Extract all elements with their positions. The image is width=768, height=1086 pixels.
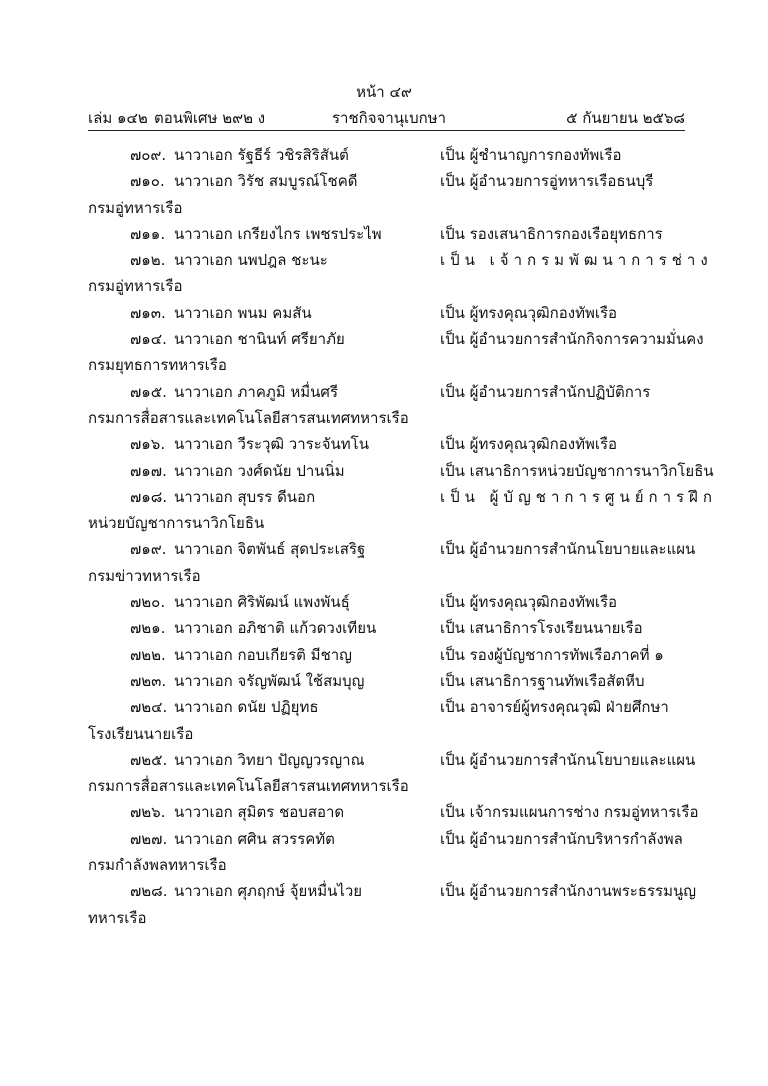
appointment-entry	[88, 589, 685, 615]
appointment-list	[88, 142, 717, 931]
entry-number: ๗๑๗.	[130, 461, 167, 480]
appointment-entry	[88, 247, 713, 300]
appointed-position: เป็น ผู้ชำนาญการกองทัพเรือ	[440, 146, 622, 164]
entry-line	[88, 826, 685, 852]
entry-number: ๗๑๙.	[130, 540, 167, 559]
appointed-position: เป็น ผู้ทรงคุณวุฒิกองทัพเรือ	[440, 435, 618, 454]
appointed-position: เป็น เจ้ากรมแผนการช่าง กรมอู่ทหารเรือ	[440, 803, 699, 822]
appointed-position: เป็น ผู้ทรงคุณวุฒิกองทัพเรือ	[440, 303, 618, 322]
entry-line	[88, 142, 685, 168]
position-continuation: กรมอู่ทหารเรือ	[88, 277, 183, 296]
entry-line	[88, 300, 685, 326]
officer-name: นาวาเอก วงศ์ดนัย ปานนิ่ม	[174, 461, 345, 480]
entry-line	[88, 642, 685, 668]
appointment-entry	[88, 642, 685, 668]
entry-line	[88, 589, 685, 615]
officer-name: นาวาเอก สุมิตร ชอบสอาด	[174, 803, 345, 822]
issue-date: ๕ กันยายน ๒๕๖๘	[566, 109, 685, 127]
position-continuation: กรมการสื่อสารและเทคโนโลยีสารสนเทศทหารเรือ	[88, 777, 409, 796]
appointment-entry	[88, 826, 685, 879]
entry-number: ๗๑๕.	[130, 382, 167, 401]
appointed-position: เป็น เสนาธิการฐานทัพเรือสัตหีบ	[440, 671, 645, 690]
appointed-position: เป็น ผู้ทรงคุณวุฒิกองทัพเรือ	[440, 593, 618, 612]
position-continuation: กรมอู่ทหารเรือ	[88, 198, 183, 217]
position-continuation: กรมการสื่อสารและเทคโนโลยีสารสนเทศทหารเรือ	[88, 408, 409, 427]
appointed-position: เป็น ผู้อำนวยการสำนักบริหารกำลังพล	[440, 829, 683, 848]
appointed-position: เป็น ผู้อำนวยการสำนักกิจการความมั่นคง	[440, 330, 704, 349]
entry-line	[88, 615, 685, 641]
entry-number: ๗๒๗.	[130, 829, 168, 848]
appointment-entry	[88, 694, 685, 747]
appointment-entry	[88, 300, 685, 326]
appointed-position: เป็น รองผู้บัญชาการทัพเรือภาคที่ ๑	[440, 645, 664, 664]
entry-line	[88, 221, 685, 247]
officer-name: นาวาเอก นพปฎล ชะนะ	[174, 251, 328, 270]
entry-number: ๗๑๖.	[130, 435, 166, 454]
appointment-entry	[88, 484, 717, 537]
officer-name: นาวาเอก วีระวุฒิ วาระจันทโน	[174, 435, 369, 454]
appointed-position: เป็น ผู้อำนวยการอู่ทหารเรือธนบุรี	[440, 172, 654, 191]
entry-number: ๗๑๓.	[130, 303, 166, 322]
entry-number: ๗๑๒.	[130, 251, 166, 270]
officer-name: นาวาเอก ภาคภูมิ หมื่นศรี	[174, 382, 339, 401]
entry-line	[88, 747, 696, 773]
entry-line	[88, 247, 713, 273]
officer-name: นาวาเอก ศิริพัฒน์ แพงพันธุ์	[174, 593, 350, 612]
appointment-entry	[88, 799, 699, 825]
entry-line	[88, 799, 699, 825]
appointed-position: เป็น เสนาธิการหน่วยบัญชาการนาวิกโยธิน	[440, 461, 714, 480]
entry-line	[88, 379, 685, 405]
appointed-position: เป็น ผู้อำนวยการสำนักนโยบายและแผน	[440, 750, 696, 769]
officer-name: นาวาเอก ดนัย ปฏิยุทธ	[174, 698, 319, 717]
appointment-entry	[88, 878, 697, 931]
officer-name: นาวาเอก อภิชาติ แก้วดวงเทียน	[174, 619, 377, 638]
appointment-entry	[88, 458, 714, 484]
appointment-entry	[88, 668, 685, 694]
position-continuation: หน่วยบัญชาการนาวิกโยธิน	[88, 514, 265, 533]
entry-line	[88, 458, 714, 484]
gazette-header	[88, 106, 685, 128]
officer-name: นาวาเอก ศศิน สวรรคทัต	[174, 829, 335, 848]
appointed-position: เป็น ผู้อำนวยการสำนักนโยบายและแผน	[440, 540, 696, 559]
entry-number: ๗๒๔.	[130, 698, 168, 717]
appointment-entry	[88, 142, 685, 168]
entry-number: ๗๒๐.	[130, 593, 166, 612]
entry-line	[88, 168, 685, 194]
position-continuation: กรมกำลังพลทหารเรือ	[88, 856, 227, 875]
entry-number: ๗๒๒.	[130, 645, 166, 664]
officer-name: นาวาเอก วิรัช สมบูรณ์โชคดี	[174, 172, 358, 191]
appointment-entry	[88, 326, 704, 379]
entry-number: ๗๑๑.	[130, 224, 166, 243]
position-continuation: โรงเรียนนายเรือ	[88, 724, 194, 743]
appointed-position: เป็น ผู้อำนวยการสำนักงานพระธรรมนูญ	[440, 882, 697, 901]
officer-name: นาวาเอก กอบเกียรติ มีชาญ	[174, 645, 352, 664]
entry-line	[88, 668, 685, 694]
appointed-position: เป็น อาจารย์ผู้ทรงคุณวุฒิ ฝ่ายศึกษา	[440, 698, 669, 717]
entry-line	[88, 326, 704, 352]
header-rule	[88, 130, 685, 131]
entry-number: ๗๒๑.	[130, 619, 166, 638]
officer-name: นาวาเอก เกรียงไกร เพชรประไพ	[174, 224, 382, 243]
page-number: หน้า ๔๙	[356, 83, 412, 101]
officer-name: นาวาเอก ชานินท์ ศรียาภัย	[174, 330, 345, 349]
appointed-position: เป็น ผู้บัญชาการศูนย์การฝึก	[440, 487, 717, 506]
appointment-entry	[88, 615, 685, 641]
entry-line	[88, 484, 717, 510]
entry-number: ๗๒๘.	[130, 882, 168, 901]
appointment-entry	[88, 168, 685, 221]
officer-name: นาวาเอก จรัญพัฒน์ ใช้สมบุญ	[174, 671, 365, 690]
entry-line	[88, 431, 685, 457]
entry-number: ๗๒๓.	[130, 671, 167, 690]
entry-number: ๗๒๖.	[130, 803, 166, 822]
entry-line	[88, 536, 696, 562]
entry-line	[88, 694, 685, 720]
entry-line	[88, 878, 697, 904]
appointment-entry	[88, 221, 685, 247]
entry-number: ๗๐๙.	[130, 146, 167, 164]
entry-number: ๗๑๐.	[130, 172, 165, 191]
position-continuation: กรมยุทธการทหารเรือ	[88, 356, 227, 375]
volume-number: เล่ม ๑๔๒	[88, 109, 148, 127]
officer-name: นาวาเอก ศุภฤกษ์ จุ้ยหมื่นไวย	[174, 882, 363, 901]
entry-number: ๗๑๔.	[130, 330, 167, 349]
entry-number: ๗๒๕.	[130, 750, 168, 769]
appointment-entry	[88, 431, 685, 457]
appointed-position: เป็น เสนาธิการโรงเรียนนายเรือ	[440, 619, 643, 638]
special-issue-number: ตอนพิเศษ ๒๙๒ ง	[154, 109, 266, 127]
officer-name: นาวาเอก จิตพันธ์ สุดประเสริฐ	[174, 540, 366, 559]
appointment-entry	[88, 536, 696, 589]
position-continuation: กรมข่าวทหารเรือ	[88, 566, 201, 585]
appointed-position: เป็น เจ้ากรมพัฒนาการช่าง	[440, 251, 713, 270]
appointed-position: เป็น ผู้อำนวยการสำนักปฏิบัติการ	[440, 382, 651, 401]
appointment-entry	[88, 379, 685, 432]
officer-name: นาวาเอก วิทยา ปัญญวรญาณ	[174, 750, 365, 769]
entry-number: ๗๑๘.	[130, 487, 168, 506]
officer-name: นาวาเอก พนม คมสัน	[174, 303, 312, 322]
position-continuation: ทหารเรือ	[88, 908, 147, 927]
appointed-position: เป็น รองเสนาธิการกองเรือยุทธการ	[440, 224, 663, 243]
gazette-name: ราชกิจจานุเบกษา	[332, 109, 447, 127]
appointment-entry	[88, 747, 696, 800]
officer-name: นาวาเอก รัฐธีร์ วชิรสิริสันต์	[174, 146, 349, 164]
officer-name: นาวาเอก สุบรร ดีนอก	[174, 487, 316, 506]
